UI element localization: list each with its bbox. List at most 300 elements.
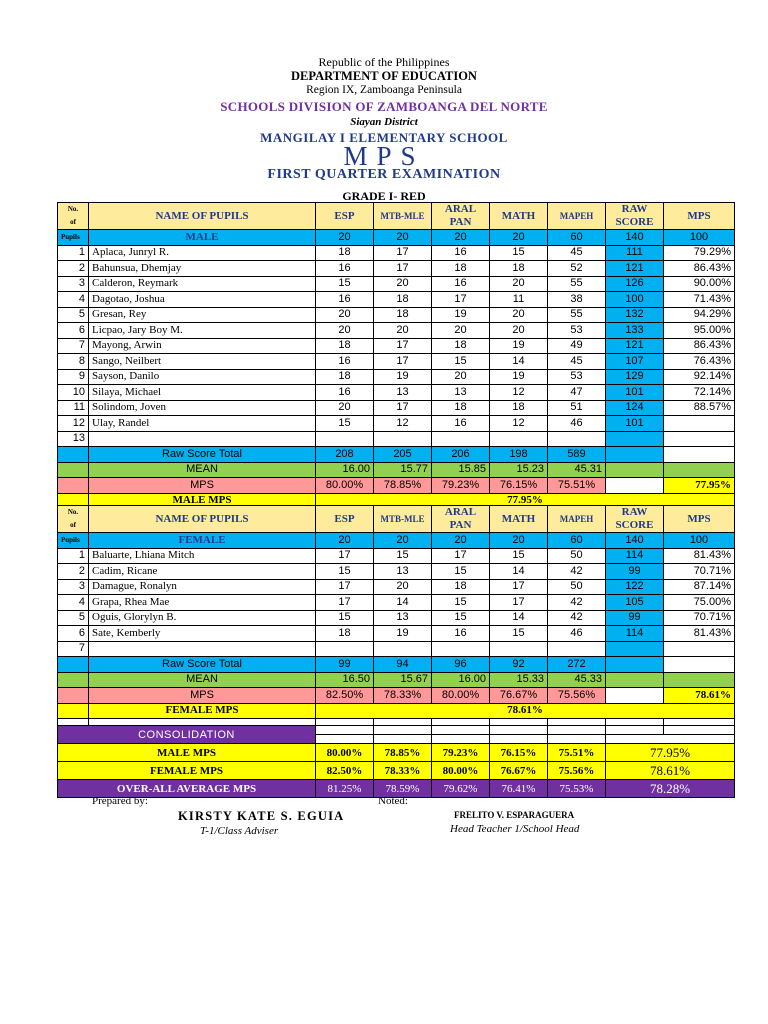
exam-title: FIRST QUARTER EXAMINATION	[267, 167, 501, 182]
cell-esp	[316, 431, 374, 447]
cell-name	[89, 641, 316, 657]
cell-name: Dagotao, Joshua	[89, 292, 316, 308]
consolidation-table	[57, 725, 735, 798]
cell-mps: 79.29%	[664, 245, 735, 261]
mps-mtb: 78.33%	[374, 688, 432, 704]
col-aral-pan: ARAL PAN	[432, 203, 490, 230]
cell-mapeh: 50	[548, 579, 606, 595]
cell-name: Solindom, Joven	[89, 400, 316, 416]
female-raw-total-row	[58, 657, 735, 673]
cell-raw: 111	[606, 245, 664, 261]
cell-name: Mayong, Arwin	[89, 338, 316, 354]
cell-mps	[664, 641, 735, 657]
cell-name: Ulay, Randel	[89, 416, 316, 432]
mean-mtb: 15.67	[374, 672, 432, 688]
cell-math	[490, 431, 548, 447]
items-raw: 140	[606, 230, 664, 246]
cell-raw: 100	[606, 292, 664, 308]
cell-name	[89, 431, 316, 447]
table-row	[58, 431, 735, 447]
male-mps-value: 77.95%	[316, 493, 735, 509]
items-aral: 20	[432, 230, 490, 246]
cell-esp: 16	[316, 354, 374, 370]
mps-aral: 80.00%	[432, 688, 490, 704]
consolidation-male-esp: 80.00%	[316, 744, 374, 762]
cell-esp: 16	[316, 261, 374, 277]
cell-aral: 15	[432, 595, 490, 611]
cell-mtb: 18	[374, 307, 432, 323]
table-row	[58, 261, 735, 277]
cell-raw: 126	[606, 276, 664, 292]
cell-math: 14	[490, 610, 548, 626]
cell-mps: 95.00%	[664, 323, 735, 339]
female-mps-row	[58, 688, 735, 704]
items-esp: 20	[316, 230, 374, 246]
table-row	[58, 354, 735, 370]
cell-aral: 15	[432, 354, 490, 370]
cell-no: 12	[58, 416, 89, 432]
mean-esp: 16.50	[316, 672, 374, 688]
raw-total-esp: 208	[316, 447, 374, 463]
cell-esp: 15	[316, 276, 374, 292]
cell-mapeh: 42	[548, 564, 606, 580]
consolidation-male-aral: 79.23%	[432, 744, 490, 762]
cell-aral: 17	[432, 292, 490, 308]
cell-esp: 18	[316, 369, 374, 385]
mps-label: MPS	[89, 688, 316, 704]
cell-mps: 86.43%	[664, 261, 735, 277]
adviser-name: KIRSTY KATE S. EGUIA	[178, 809, 345, 823]
cell-math: 20	[490, 323, 548, 339]
cell-raw: 132	[606, 307, 664, 323]
female-mps-value: 78.61%	[316, 703, 735, 719]
mps-mapeh: 75.51%	[548, 478, 606, 494]
mps-esp: 80.00%	[316, 478, 374, 494]
cell-no: 8	[58, 354, 89, 370]
overall-mapeh: 75.53%	[548, 780, 606, 798]
header-district: Siayan District	[350, 116, 418, 128]
cell-mps: 87.14%	[664, 579, 735, 595]
cell-mtb: 20	[374, 579, 432, 595]
cell-mps: 94.29%	[664, 307, 735, 323]
col-mtb: MTB-MLE	[374, 506, 432, 533]
mps-mtb: 78.85%	[374, 478, 432, 494]
consolidation-female-row	[58, 762, 735, 780]
cell-name: Sango, Neilbert	[89, 354, 316, 370]
cell-mps: 76.43%	[664, 354, 735, 370]
cell-name: Damague, Ronalyn	[89, 579, 316, 595]
cell-esp: 20	[316, 307, 374, 323]
cell-aral: 19	[432, 307, 490, 323]
cell-mps	[664, 416, 735, 432]
cell-math: 18	[490, 400, 548, 416]
cell-mapeh: 45	[548, 245, 606, 261]
cell-no: 5	[58, 610, 89, 626]
consolidation-male-row	[58, 744, 735, 762]
cell-raw: 105	[606, 595, 664, 611]
cell-mps: 81.43%	[664, 626, 735, 642]
table-row	[58, 369, 735, 385]
table-row	[58, 641, 735, 657]
cell-raw: 121	[606, 338, 664, 354]
col-name: NAME OF PUPILS	[89, 203, 316, 230]
cell-no: 1	[58, 245, 89, 261]
header-department: DEPARTMENT OF EDUCATION	[291, 69, 477, 83]
cell-name: Bahunsua, Dhemjay	[89, 261, 316, 277]
col-raw-score: RAW SCORE	[606, 506, 664, 533]
cell-no: 3	[58, 579, 89, 595]
cell-no: 6	[58, 626, 89, 642]
mps-total: 78.61%	[664, 688, 735, 704]
mps-esp: 82.50%	[316, 688, 374, 704]
cell-name: Gresan, Rey	[89, 307, 316, 323]
cell-no: 4	[58, 292, 89, 308]
cell-mps	[664, 431, 735, 447]
items-mps: 100	[664, 230, 735, 246]
cell-mps: 70.71%	[664, 610, 735, 626]
page-title: MPS	[343, 141, 425, 171]
cell-mtb	[374, 641, 432, 657]
cell-mps: 81.43%	[664, 548, 735, 564]
cell-mps: 75.00%	[664, 595, 735, 611]
items-math: 20	[490, 533, 548, 549]
col-raw-score: RAW SCORE	[606, 203, 664, 230]
mps-total: 77.95%	[664, 478, 735, 494]
cell-math: 12	[490, 416, 548, 432]
cell-mtb: 12	[374, 416, 432, 432]
cell-name: Oguis, Glorylyn B.	[89, 610, 316, 626]
cell-mapeh: 42	[548, 610, 606, 626]
cell-math: 19	[490, 338, 548, 354]
table-row	[58, 338, 735, 354]
consolidation-male-mapeh: 75.51%	[548, 744, 606, 762]
cell-no: 9	[58, 369, 89, 385]
cell-aral: 16	[432, 626, 490, 642]
cell-aral: 20	[432, 369, 490, 385]
header-school: MANGILAY I ELEMENTARY SCHOOL	[260, 130, 508, 145]
cell-mtb: 19	[374, 369, 432, 385]
header-region: Region IX, Zamboanga Peninsula	[306, 84, 462, 96]
female-mps-label: FEMALE MPS	[89, 703, 316, 719]
raw-total-math: 92	[490, 657, 548, 673]
cell-mapeh: 51	[548, 400, 606, 416]
cell-name: Sayson, Danilo	[89, 369, 316, 385]
head-title: Head Teacher 1/School Head	[450, 823, 580, 835]
cell-mps: 90.00%	[664, 276, 735, 292]
cell-math: 20	[490, 276, 548, 292]
head-name: FRELITO V. ESPARAGUERA	[454, 810, 575, 820]
cell-name: Cadim, Ricane	[89, 564, 316, 580]
table-row	[58, 385, 735, 401]
cell-esp: 15	[316, 610, 374, 626]
cell-aral: 17	[432, 548, 490, 564]
cell-raw	[606, 431, 664, 447]
cell-mapeh: 53	[548, 369, 606, 385]
raw-total-esp: 99	[316, 657, 374, 673]
mps-math: 76.15%	[490, 478, 548, 494]
col-esp: ESP	[316, 506, 374, 533]
items-mtb: 20	[374, 230, 432, 246]
table-row	[58, 610, 735, 626]
cell-esp: 17	[316, 548, 374, 564]
overall-total: 78.28%	[606, 780, 735, 798]
overall-mtb: 78.59%	[374, 780, 432, 798]
cell-mps: 88.57%	[664, 400, 735, 416]
female-table	[57, 505, 735, 735]
consolidation-female-label: FEMALE MPS	[58, 762, 316, 780]
cell-aral: 18	[432, 338, 490, 354]
overall-label: OVER-ALL AVERAGE MPS	[58, 780, 316, 798]
col-mapeh: MAPEH	[548, 203, 606, 230]
cell-no: 7	[58, 338, 89, 354]
mean-aral: 16.00	[432, 672, 490, 688]
consolidation-male-mtb: 78.85%	[374, 744, 432, 762]
cell-math: 20	[490, 307, 548, 323]
cell-mtb: 15	[374, 548, 432, 564]
cell-raw: 101	[606, 385, 664, 401]
cell-no: 1	[58, 548, 89, 564]
cell-raw: 133	[606, 323, 664, 339]
items-mps: 100	[664, 533, 735, 549]
female-items-row	[58, 533, 735, 549]
cell-aral	[432, 431, 490, 447]
raw-total-mapeh: 589	[548, 447, 606, 463]
table-row	[58, 292, 735, 308]
cell-esp: 16	[316, 385, 374, 401]
cell-raw: 121	[606, 261, 664, 277]
cell-aral: 16	[432, 416, 490, 432]
cell-raw: 122	[606, 579, 664, 595]
cell-mapeh: 46	[548, 416, 606, 432]
pupils-label: Pupils	[58, 230, 89, 246]
cell-mps: 86.43%	[664, 338, 735, 354]
prepared-by-label: Prepared by:	[92, 795, 148, 807]
consolidation-title-row	[58, 726, 735, 744]
cell-mps: 70.71%	[664, 564, 735, 580]
cell-esp: 17	[316, 579, 374, 595]
consolidation-male-total: 77.95%	[606, 744, 735, 762]
mean-math: 15.33	[490, 672, 548, 688]
cell-mapeh: 52	[548, 261, 606, 277]
cell-mapeh: 42	[548, 595, 606, 611]
items-aral: 20	[432, 533, 490, 549]
cell-no: 11	[58, 400, 89, 416]
female-mean-row	[58, 672, 735, 688]
overall-math: 76.41%	[490, 780, 548, 798]
cell-mapeh: 47	[548, 385, 606, 401]
table-row	[58, 595, 735, 611]
cell-mtb: 17	[374, 261, 432, 277]
cell-mapeh: 46	[548, 626, 606, 642]
cell-mapeh: 49	[548, 338, 606, 354]
cell-math: 15	[490, 548, 548, 564]
cell-no: 10	[58, 385, 89, 401]
col-no: No. of	[58, 506, 89, 533]
mean-mapeh: 45.31	[548, 462, 606, 478]
table-row	[58, 400, 735, 416]
raw-total-label: Raw Score Total	[89, 447, 316, 463]
cell-math: 17	[490, 579, 548, 595]
col-mapeh: MAPEH	[548, 506, 606, 533]
female-mps-summary-row	[58, 703, 735, 719]
items-math: 20	[490, 230, 548, 246]
consolidation-male-label: MALE MPS	[58, 744, 316, 762]
cell-mtb: 13	[374, 564, 432, 580]
cell-name: Calderon, Reymark	[89, 276, 316, 292]
table-row	[58, 416, 735, 432]
cell-esp: 16	[316, 292, 374, 308]
cell-math: 12	[490, 385, 548, 401]
cell-raw: 124	[606, 400, 664, 416]
cell-mapeh: 55	[548, 307, 606, 323]
adviser-title: T-1/Class Adviser	[200, 825, 279, 837]
cell-esp: 20	[316, 323, 374, 339]
cell-math: 15	[490, 245, 548, 261]
cell-aral: 18	[432, 400, 490, 416]
cell-esp: 17	[316, 595, 374, 611]
male-mps-row	[58, 478, 735, 494]
cell-esp: 15	[316, 416, 374, 432]
cell-no: 5	[58, 307, 89, 323]
cell-raw: 129	[606, 369, 664, 385]
table-row	[58, 579, 735, 595]
cell-esp	[316, 641, 374, 657]
mps-aral: 79.23%	[432, 478, 490, 494]
cell-name: Licpao, Jary Boy M.	[89, 323, 316, 339]
table-row	[58, 245, 735, 261]
male-header-row	[58, 203, 735, 230]
male-mean-row	[58, 462, 735, 478]
cell-raw: 114	[606, 548, 664, 564]
cell-mtb	[374, 431, 432, 447]
cell-mapeh: 38	[548, 292, 606, 308]
cell-math: 15	[490, 626, 548, 642]
col-math: MATH	[490, 506, 548, 533]
table-row	[58, 276, 735, 292]
cell-name: Baluarte, Lhiana Mitch	[89, 548, 316, 564]
cell-mps: 92.14%	[664, 369, 735, 385]
male-raw-total-row	[58, 447, 735, 463]
cell-mtb: 17	[374, 245, 432, 261]
table-row	[58, 307, 735, 323]
cell-name: Grapa, Rhea Mae	[89, 595, 316, 611]
cell-name: Aplaca, Junryl R.	[89, 245, 316, 261]
cell-aral: 15	[432, 564, 490, 580]
cell-math: 18	[490, 261, 548, 277]
col-esp: ESP	[316, 203, 374, 230]
cell-esp: 20	[316, 400, 374, 416]
consolidation-female-total: 78.61%	[606, 762, 735, 780]
cell-mapeh	[548, 431, 606, 447]
cell-raw: 114	[606, 626, 664, 642]
consolidation-female-mapeh: 75.56%	[548, 762, 606, 780]
cell-mapeh: 45	[548, 354, 606, 370]
cell-math: 19	[490, 369, 548, 385]
raw-total-mtb: 94	[374, 657, 432, 673]
cell-mtb: 20	[374, 323, 432, 339]
table-row	[58, 548, 735, 564]
mean-esp: 16.00	[316, 462, 374, 478]
cell-aral: 18	[432, 579, 490, 595]
male-items-row	[58, 230, 735, 246]
consolidation-male-math: 76.15%	[490, 744, 548, 762]
cell-aral	[432, 641, 490, 657]
cell-aral: 20	[432, 323, 490, 339]
cell-aral: 16	[432, 276, 490, 292]
cell-mapeh	[548, 641, 606, 657]
mps-mapeh: 75.56%	[548, 688, 606, 704]
cell-aral: 16	[432, 245, 490, 261]
consolidation-title: CONSOLIDATION	[58, 726, 316, 744]
table-row	[58, 564, 735, 580]
overall-esp: 81.25%	[316, 780, 374, 798]
female-header-row	[58, 506, 735, 533]
cell-mps: 72.14%	[664, 385, 735, 401]
mean-aral: 15.85	[432, 462, 490, 478]
table-row	[58, 626, 735, 642]
cell-math: 11	[490, 292, 548, 308]
cell-math: 14	[490, 354, 548, 370]
consolidation-female-esp: 82.50%	[316, 762, 374, 780]
items-mapeh: 60	[548, 230, 606, 246]
col-no: No. of	[58, 203, 89, 230]
cell-aral: 13	[432, 385, 490, 401]
header-republic: Republic of the Philippines	[318, 55, 450, 69]
raw-total-aral: 206	[432, 447, 490, 463]
col-name: NAME OF PUPILS	[89, 506, 316, 533]
consolidation-female-math: 76.67%	[490, 762, 548, 780]
cell-raw: 107	[606, 354, 664, 370]
col-aral-pan: ARAL PAN	[432, 506, 490, 533]
cell-esp: 18	[316, 245, 374, 261]
cell-no: 4	[58, 595, 89, 611]
raw-total-aral: 96	[432, 657, 490, 673]
mean-label: MEAN	[89, 672, 316, 688]
items-mapeh: 60	[548, 533, 606, 549]
cell-no: 3	[58, 276, 89, 292]
mean-math: 15.23	[490, 462, 548, 478]
cell-mtb: 18	[374, 292, 432, 308]
cell-mtb: 17	[374, 354, 432, 370]
cell-mtb: 17	[374, 400, 432, 416]
header-division: SCHOOLS DIVISION OF ZAMBOANGA DEL NORTE	[220, 99, 548, 114]
mps-label: MPS	[89, 478, 316, 494]
female-label: FEMALE	[89, 533, 316, 549]
overall-aral: 79.62%	[432, 780, 490, 798]
cell-math: 14	[490, 564, 548, 580]
noted-label: Noted:	[378, 795, 408, 807]
male-table	[57, 202, 735, 509]
raw-total-math: 198	[490, 447, 548, 463]
cell-no: 13	[58, 431, 89, 447]
cell-no: 7	[58, 641, 89, 657]
male-label: MALE	[89, 230, 316, 246]
cell-raw: 99	[606, 610, 664, 626]
cell-mps: 71.43%	[664, 292, 735, 308]
items-mtb: 20	[374, 533, 432, 549]
cell-no: 6	[58, 323, 89, 339]
cell-math	[490, 641, 548, 657]
col-mps: MPS	[664, 203, 735, 230]
grade-section: GRADE I- RED	[342, 189, 426, 203]
cell-mtb: 17	[374, 338, 432, 354]
cell-mtb: 14	[374, 595, 432, 611]
pupils-label: Pupils	[58, 533, 89, 549]
mean-mtb: 15.77	[374, 462, 432, 478]
cell-esp: 18	[316, 338, 374, 354]
cell-mapeh: 55	[548, 276, 606, 292]
items-esp: 20	[316, 533, 374, 549]
